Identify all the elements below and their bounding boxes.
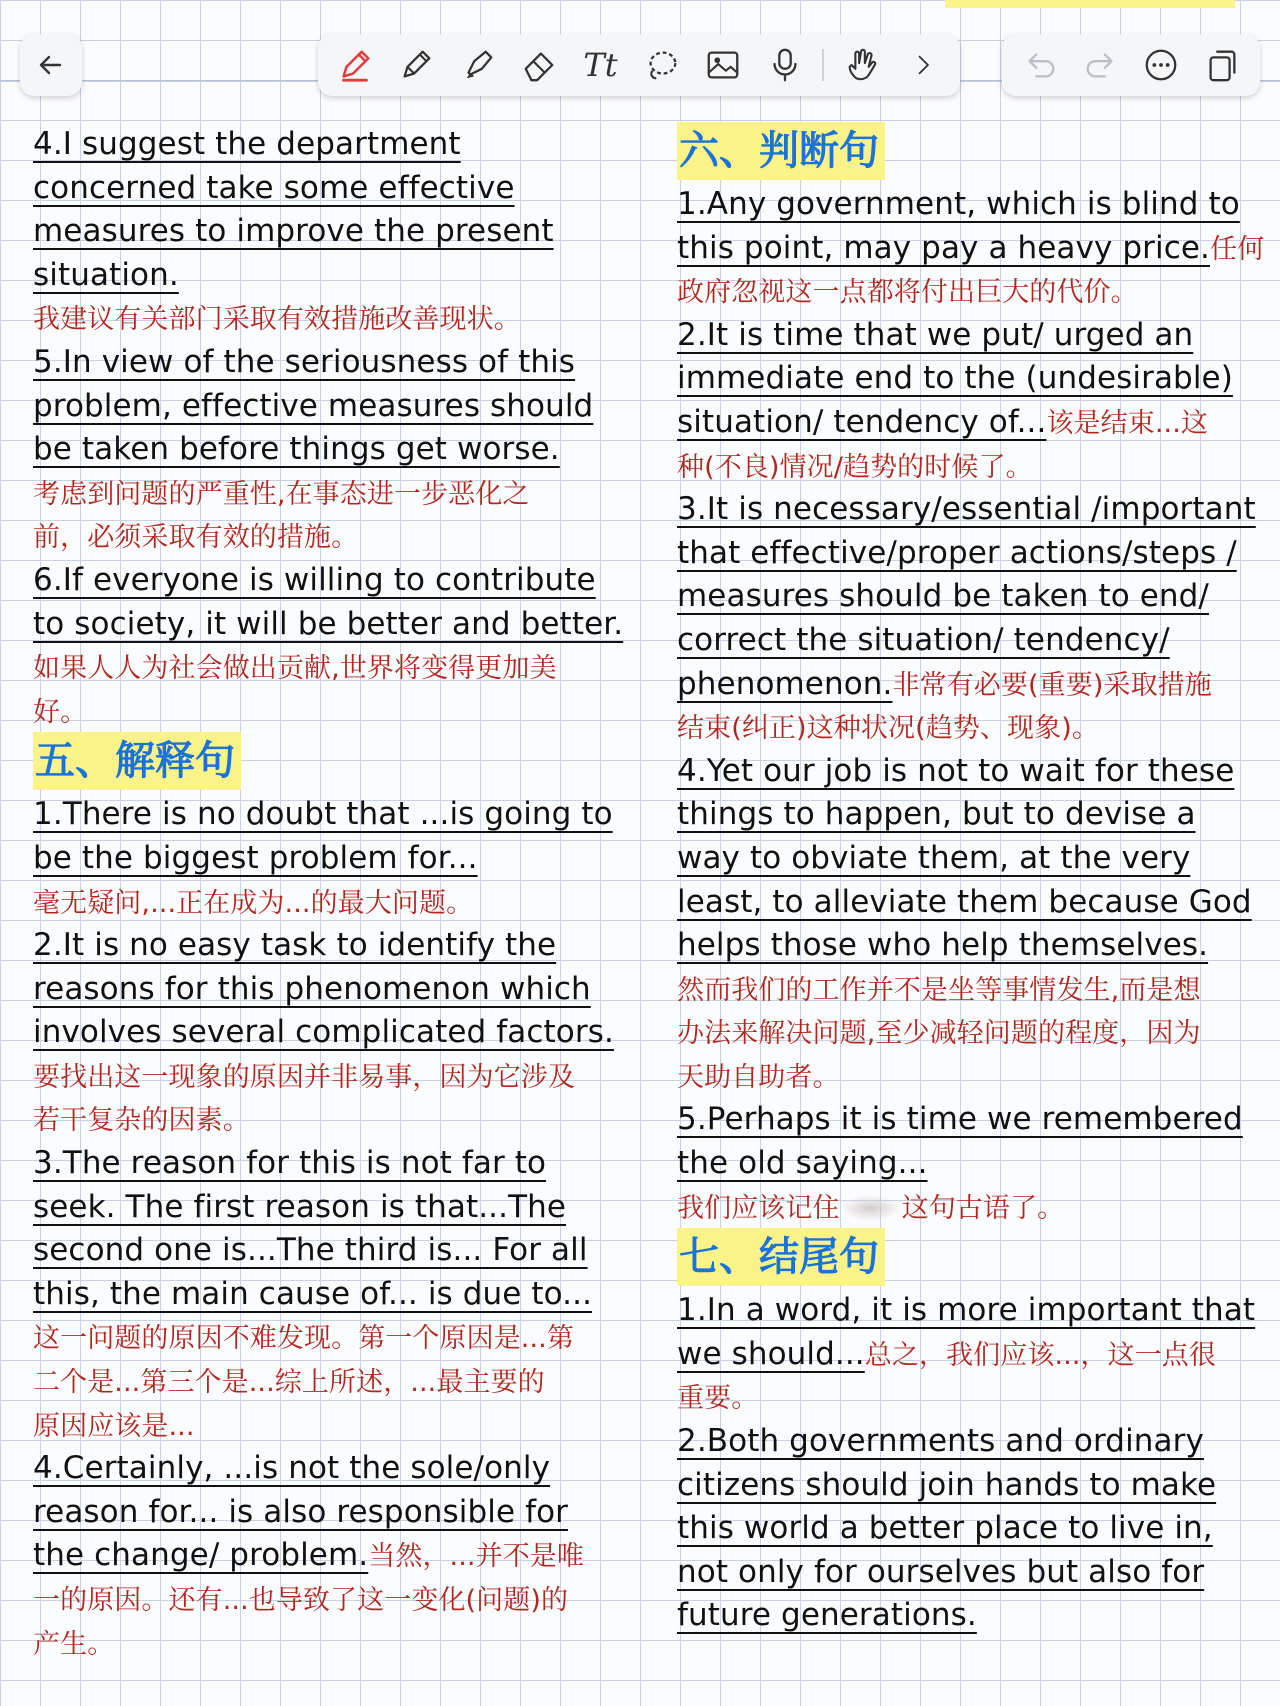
more-options-button[interactable] bbox=[1137, 41, 1185, 89]
chinese-text: 毫无疑问,...正在成为...的最大问题。 bbox=[33, 887, 474, 919]
english-text: not only for ourselves but also for bbox=[677, 1553, 1205, 1590]
more-tools-button[interactable] bbox=[899, 41, 947, 89]
lasso-tool-button[interactable] bbox=[638, 41, 686, 89]
english-text: reason for... is also responsible for bbox=[33, 1493, 569, 1530]
english-sentence-line bbox=[677, 1288, 1257, 1332]
chinese-translation-line bbox=[33, 689, 633, 733]
section-heading: 五、解释句 bbox=[33, 732, 241, 790]
section-heading: 七、结尾句 bbox=[677, 1228, 885, 1286]
chinese-translation-line bbox=[33, 1621, 633, 1665]
english-text: 6.If everyone is willing to contribute bbox=[33, 561, 596, 598]
english-text: measures to improve the present bbox=[33, 213, 554, 250]
chinese-translation-line bbox=[33, 1577, 633, 1621]
english-text: 5.Perhaps it is time we remembered bbox=[677, 1101, 1243, 1138]
chinese-translation-line bbox=[33, 1054, 633, 1098]
section-heading-row bbox=[677, 122, 1257, 182]
english-sentence-line bbox=[33, 166, 633, 210]
chinese-text: 总之，我们应该...，这一点很 bbox=[864, 1339, 1216, 1371]
english-text: way to obviate them, at the very bbox=[677, 839, 1191, 876]
undo-icon bbox=[1021, 46, 1059, 84]
english-sentence-line bbox=[33, 1141, 633, 1185]
english-sentence-line bbox=[677, 662, 1257, 706]
chinese-translation-line bbox=[677, 1054, 1257, 1098]
english-text: 2.It is time that we put/ urged an bbox=[677, 316, 1194, 353]
tool-palette bbox=[318, 34, 960, 96]
chinese-translation-line bbox=[677, 967, 1257, 1011]
chinese-translation-line bbox=[33, 471, 633, 515]
image-tool-button[interactable] bbox=[699, 41, 747, 89]
back-arrow-icon bbox=[34, 48, 68, 82]
english-text: 4.Certainly, ...is not the sole/only bbox=[33, 1450, 551, 1487]
english-sentence-line bbox=[33, 1533, 633, 1577]
pen-icon bbox=[336, 46, 374, 84]
chinese-translation-line bbox=[33, 296, 633, 340]
english-sentence-line bbox=[677, 313, 1257, 357]
image-icon bbox=[704, 46, 742, 84]
chinese-text: 该是结束...这 bbox=[1046, 407, 1209, 439]
chinese-text: 这句古语了。 bbox=[901, 1192, 1065, 1224]
notes-column-right bbox=[677, 122, 1265, 1637]
chinese-translation-line bbox=[677, 444, 1257, 488]
english-text: citizens should join hands to make bbox=[677, 1466, 1217, 1503]
english-sentence-line bbox=[33, 427, 633, 471]
microphone-tool-button[interactable] bbox=[761, 41, 809, 89]
english-text: things to happen, but to devise a bbox=[677, 796, 1196, 833]
english-text: 5.In view of the seriousness of this bbox=[33, 343, 576, 380]
english-sentence-line bbox=[677, 1141, 1257, 1185]
english-sentence-line bbox=[33, 602, 633, 646]
english-text: least, to alleviate them because God bbox=[677, 883, 1252, 920]
english-text: 2.It is no easy task to identify the bbox=[33, 927, 557, 964]
eraser-tool-button[interactable] bbox=[515, 41, 563, 89]
redo-icon bbox=[1082, 46, 1120, 84]
english-text: 1.There is no doubt that ...is going to bbox=[33, 796, 613, 833]
english-sentence-line bbox=[33, 122, 633, 166]
english-text: this point, may pay a heavy price. bbox=[677, 229, 1210, 266]
english-text: we should... bbox=[677, 1335, 865, 1372]
english-text: 3.It is necessary/essential /important bbox=[677, 491, 1256, 528]
highlighter-tool-button[interactable] bbox=[454, 41, 502, 89]
english-sentence-line bbox=[677, 574, 1257, 618]
chinese-translation-line bbox=[33, 1315, 633, 1359]
english-text: immediate end to the (undesirable) bbox=[677, 360, 1233, 397]
pencil-icon bbox=[397, 46, 435, 84]
english-text: problem, effective measures should bbox=[33, 387, 594, 424]
redo-button[interactable] bbox=[1077, 41, 1125, 89]
english-sentence-line bbox=[677, 487, 1257, 531]
english-text: situation/ tendency of... bbox=[677, 403, 1047, 440]
english-sentence-line bbox=[677, 923, 1257, 967]
chinese-translation-line bbox=[33, 1403, 633, 1447]
chinese-text: 天助自助者。 bbox=[677, 1061, 840, 1093]
english-sentence-line bbox=[33, 1272, 633, 1316]
lasso-icon bbox=[643, 46, 681, 84]
chinese-text: 若干复杂的因素。 bbox=[33, 1105, 250, 1137]
english-sentence-line bbox=[33, 1185, 633, 1229]
back-button[interactable] bbox=[20, 34, 82, 96]
chinese-text: 二个是...第三个是...综上所述，...最主要的 bbox=[33, 1367, 545, 1399]
english-text: this, the main cause of... is due to... bbox=[33, 1275, 593, 1312]
english-sentence-line bbox=[677, 618, 1257, 662]
english-text: phenomenon. bbox=[677, 665, 893, 702]
chevron-right-icon bbox=[909, 51, 937, 79]
more-icon bbox=[1142, 46, 1180, 84]
chinese-text: 办法来解决问题,至少减轻问题的程度，因为 bbox=[677, 1018, 1201, 1050]
english-text: that effective/proper actions/steps / bbox=[677, 534, 1237, 571]
chinese-text: 产生。 bbox=[33, 1628, 115, 1660]
pages-icon bbox=[1203, 46, 1241, 84]
gesture-tool-button[interactable] bbox=[838, 41, 886, 89]
english-sentence-line bbox=[33, 923, 633, 967]
english-sentence-line bbox=[677, 182, 1257, 226]
english-sentence-line bbox=[677, 400, 1257, 444]
text-tool-button[interactable] bbox=[577, 41, 625, 89]
chinese-text: 我们应该记住 bbox=[677, 1192, 840, 1224]
chinese-text: 这一问题的原因不难发现。第一个原因是...第 bbox=[33, 1323, 574, 1355]
pages-button[interactable] bbox=[1198, 41, 1246, 89]
chinese-translation-line bbox=[677, 1375, 1257, 1419]
chinese-text: 任何 bbox=[1209, 233, 1265, 265]
english-text: 1.In a word, it is more important that bbox=[677, 1292, 1256, 1329]
english-text: measures should be taken to end/ bbox=[677, 578, 1209, 615]
english-text: the change/ problem. bbox=[33, 1537, 369, 1574]
chinese-translation-line bbox=[677, 1010, 1257, 1054]
english-sentence-line bbox=[33, 209, 633, 253]
english-sentence-line bbox=[677, 836, 1257, 880]
chinese-text: 当然，...并不是唯 bbox=[368, 1541, 584, 1573]
chinese-text: 考虑到问题的严重性,在事态进一步恶化之 bbox=[33, 478, 530, 510]
chinese-translation-line bbox=[33, 514, 633, 558]
english-sentence-line bbox=[677, 1550, 1257, 1594]
chinese-text: 然而我们的工作并不是坐等事情发生,而是想 bbox=[677, 974, 1201, 1006]
english-sentence-line bbox=[33, 1010, 633, 1054]
chinese-text: 一的原因。还有...也导致了这一变化(问题)的 bbox=[33, 1585, 569, 1616]
gesture-hand-icon bbox=[843, 46, 881, 84]
chinese-text: 要找出这一现象的原因并非易事，因为它涉及 bbox=[33, 1061, 575, 1093]
english-sentence-line bbox=[33, 340, 633, 384]
english-sentence-line bbox=[33, 384, 633, 428]
english-sentence-line bbox=[33, 558, 633, 602]
chinese-text: 好。 bbox=[33, 696, 88, 728]
chinese-translation-line bbox=[677, 1185, 1257, 1229]
chinese-translation-line bbox=[33, 645, 633, 689]
english-sentence-line bbox=[677, 880, 1257, 924]
english-sentence-line bbox=[33, 1228, 633, 1272]
english-sentence-line bbox=[677, 1097, 1257, 1141]
chinese-translation-line bbox=[677, 269, 1257, 313]
english-text: this world a better place to live in, bbox=[677, 1510, 1213, 1547]
english-text: to society, it will be better and better. bbox=[33, 605, 624, 642]
english-text: be taken before things get worse. bbox=[33, 431, 560, 468]
chinese-translation-line bbox=[33, 880, 633, 924]
english-sentence-line bbox=[33, 792, 633, 836]
english-sentence-line bbox=[677, 226, 1265, 270]
chinese-text: 种(不良)情况/趋势的时候了。 bbox=[677, 451, 1033, 483]
highlighter-icon bbox=[459, 46, 497, 84]
english-sentence-line bbox=[33, 1446, 633, 1490]
english-text: reasons for this phenomenon which bbox=[33, 970, 591, 1007]
english-text: the old saying... bbox=[677, 1145, 928, 1182]
english-sentence-line bbox=[33, 253, 633, 297]
english-sentence-line bbox=[677, 1419, 1257, 1463]
english-text: concerned take some effective bbox=[33, 169, 515, 206]
english-text: be the biggest problem for... bbox=[33, 839, 478, 876]
english-text: future generations. bbox=[677, 1597, 977, 1634]
chinese-translation-line bbox=[677, 705, 1257, 749]
english-text: second one is...The third is... For all bbox=[33, 1232, 588, 1269]
undo-button[interactable] bbox=[1016, 41, 1064, 89]
toolbar-separator bbox=[822, 49, 824, 81]
english-text: seek. The first reason is that...The bbox=[33, 1188, 567, 1225]
english-text: 3.The reason for this is not far to bbox=[33, 1145, 547, 1182]
chinese-text: 如果人人为社会做出贡献,世界将变得更加美 bbox=[33, 653, 557, 685]
chinese-text: 原因应该是... bbox=[33, 1410, 195, 1442]
pen-tool-button[interactable] bbox=[331, 41, 379, 89]
english-sentence-line bbox=[33, 836, 633, 880]
pencil-tool-button[interactable] bbox=[392, 41, 440, 89]
english-sentence-line bbox=[33, 1490, 633, 1534]
chinese-text: 非常有必要(重要)采取措施 bbox=[892, 669, 1212, 701]
english-sentence-line bbox=[677, 749, 1257, 793]
notes-column-left bbox=[33, 122, 633, 1664]
text-icon: Tt bbox=[583, 46, 618, 84]
chinese-text: 前，必须采取有效的措施。 bbox=[33, 522, 359, 554]
chinese-text: 结束(纠正)这种状况(趋势、现象)。 bbox=[677, 713, 1099, 745]
english-text: 1.Any government, which is blind to bbox=[677, 186, 1240, 222]
document-controls bbox=[1002, 34, 1260, 96]
english-sentence-line bbox=[33, 967, 633, 1011]
chinese-translation-line bbox=[33, 1359, 633, 1403]
chinese-text: 重要。 bbox=[677, 1383, 759, 1415]
english-text: 4.Yet our job is not to wait for these bbox=[677, 752, 1235, 789]
english-text: helps those who help themselves. bbox=[677, 927, 1209, 964]
english-sentence-line bbox=[677, 356, 1257, 400]
english-sentence-line bbox=[677, 1593, 1257, 1637]
english-sentence-line bbox=[677, 531, 1257, 575]
chinese-text: 我建议有关部门采取有效措施改善现状。 bbox=[33, 304, 521, 336]
english-text: 4.I suggest the department bbox=[33, 126, 461, 162]
english-sentence-line bbox=[677, 1463, 1257, 1507]
english-sentence-line bbox=[677, 1332, 1257, 1376]
english-text: involves several complicated factors. bbox=[33, 1014, 614, 1051]
highlight-strip bbox=[945, 0, 1235, 8]
english-sentence-line bbox=[677, 792, 1257, 836]
chinese-translation-line bbox=[33, 1097, 633, 1141]
english-text: 2.Both governments and ordinary bbox=[677, 1423, 1204, 1460]
section-heading: 六、判断句 bbox=[677, 122, 885, 180]
microphone-icon bbox=[766, 46, 804, 84]
english-sentence-line bbox=[677, 1506, 1257, 1550]
section-heading-row bbox=[677, 1228, 1257, 1288]
eraser-icon bbox=[520, 46, 558, 84]
chinese-text: 政府忽视这一点都将付出巨大的代价。 bbox=[677, 277, 1138, 309]
section-heading-row bbox=[33, 732, 633, 792]
smudge-mark bbox=[840, 1195, 902, 1221]
english-text: situation. bbox=[33, 256, 179, 293]
english-text: correct the situation/ tendency/ bbox=[677, 621, 1170, 658]
